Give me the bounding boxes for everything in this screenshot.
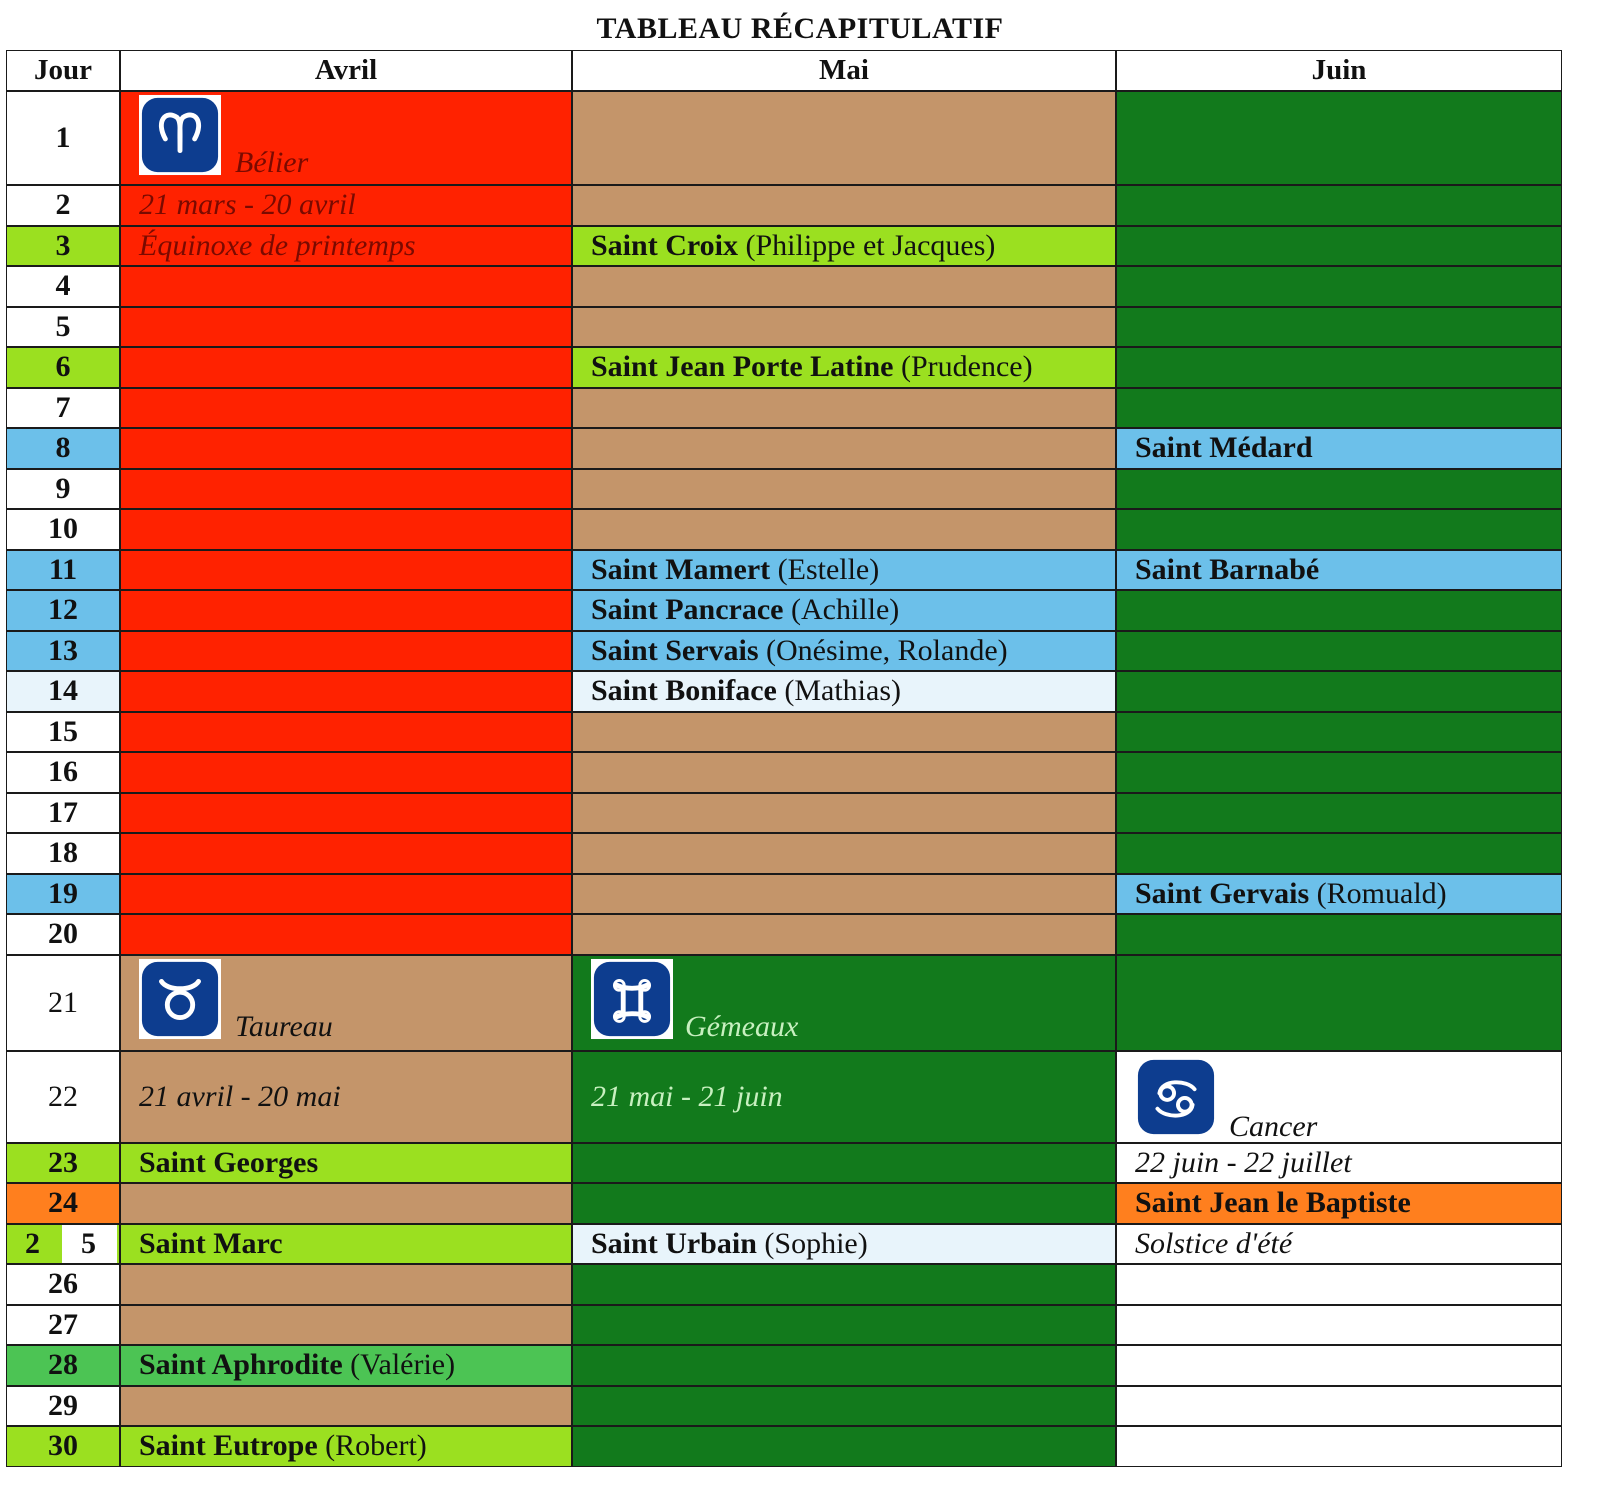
juin-day-30 xyxy=(1116,1426,1562,1467)
day-cell-16 xyxy=(6,752,120,793)
day-number: 27 xyxy=(48,1307,78,1341)
day-number: 29 xyxy=(48,1388,78,1422)
saint-name: Saint Croix xyxy=(591,228,738,262)
mai-day-22 xyxy=(572,1051,1116,1143)
day-cell-24 xyxy=(6,1183,120,1224)
day-cell-14 xyxy=(6,671,120,712)
day-cell-10 xyxy=(6,509,120,550)
day-cell-20 xyxy=(6,914,120,955)
juin-day-25 xyxy=(1116,1224,1562,1265)
gemini-icon xyxy=(589,958,675,1040)
saint-name: Saint Mamert xyxy=(591,552,771,586)
day-cell-28 xyxy=(6,1345,120,1386)
day-cell-4 xyxy=(6,266,120,307)
zodiac-dates-cancer: 22 juin - 22 juillet xyxy=(1135,1145,1352,1179)
day-number: 26 xyxy=(48,1267,78,1301)
day-number: 6 xyxy=(55,350,71,384)
day-cell-22 xyxy=(6,1051,120,1143)
day-number: 20 xyxy=(48,917,78,951)
saint-name: Saint Boniface xyxy=(591,674,777,708)
juin-day-12 xyxy=(1116,590,1562,631)
zodiac-name-belier: Bélier xyxy=(235,146,309,179)
day-number: 22 xyxy=(48,1079,78,1113)
avril-day-25 xyxy=(120,1224,572,1265)
avril-day-26 xyxy=(120,1264,572,1305)
mai-day-5 xyxy=(572,307,1116,348)
header-juin xyxy=(1116,50,1562,91)
day-number: 28 xyxy=(48,1348,78,1382)
juin-day-23 xyxy=(1116,1143,1562,1184)
avril-day-28 xyxy=(120,1345,572,1386)
header-avril-label: Avril xyxy=(314,54,378,86)
day-cell-19 xyxy=(6,874,120,915)
avril-day-6 xyxy=(120,347,572,388)
day-number: 1 xyxy=(55,121,71,154)
juin-day-14 xyxy=(1116,671,1562,712)
juin-day-10 xyxy=(1116,509,1562,550)
juin-day-21 xyxy=(1116,955,1562,1051)
juin-day-8 xyxy=(1116,428,1562,469)
saint-name: Saint Médard xyxy=(1135,431,1313,465)
juin-day-9 xyxy=(1116,469,1562,510)
saint-alt-name: (Philippe et Jacques) xyxy=(745,228,996,262)
day-cell-25 xyxy=(6,1224,120,1265)
juin-day-11 xyxy=(1116,550,1562,591)
juin-day-20 xyxy=(1116,914,1562,955)
day-number: 5 xyxy=(55,309,71,343)
zodiac-name-taureau: Taureau xyxy=(235,1009,333,1043)
header-avril xyxy=(120,50,572,91)
day-cell-26 xyxy=(6,1264,120,1305)
day-number: 2 xyxy=(55,188,71,222)
mai-day-25 xyxy=(572,1224,1116,1265)
header-mai xyxy=(572,50,1116,91)
day-number: 21 xyxy=(48,985,78,1019)
mai-day-13 xyxy=(572,631,1116,672)
day-cell-27 xyxy=(6,1305,120,1346)
avril-day-27 xyxy=(120,1305,572,1346)
mai-day-20 xyxy=(572,914,1116,955)
mai-day-7 xyxy=(572,388,1116,429)
day-cell-29 xyxy=(6,1386,120,1427)
juin-day-13 xyxy=(1116,631,1562,672)
avril-day-7 xyxy=(120,388,572,429)
avril-day-29 xyxy=(120,1386,572,1427)
taurus-icon xyxy=(137,958,223,1040)
header-juin-label: Juin xyxy=(1311,54,1367,86)
mai-day-19 xyxy=(572,874,1116,915)
day-number: 9 xyxy=(55,471,71,505)
day-number: 16 xyxy=(48,755,78,789)
zodiac-name-gemeaux: Gémeaux xyxy=(685,1009,799,1043)
saint-alt-name: (Onésime, Rolande) xyxy=(766,633,1008,667)
mai-day-14 xyxy=(572,671,1116,712)
avril-day-5 xyxy=(120,307,572,348)
day-25-digit-1: 2 xyxy=(25,1226,40,1260)
day-number: 8 xyxy=(55,431,71,465)
mai-day-1 xyxy=(572,91,1116,185)
saint-alt-name: (Robert) xyxy=(325,1429,427,1463)
juin-day-19 xyxy=(1116,874,1562,915)
mai-day-8 xyxy=(572,428,1116,469)
header-jour xyxy=(6,50,120,91)
saint-name: Saint Jean Porte Latine xyxy=(591,350,894,384)
zodiac-dates-belier: 21 mars - 20 avril xyxy=(139,188,356,222)
day-cell-23 xyxy=(6,1143,120,1184)
saint-alt-name: (Valérie) xyxy=(350,1348,456,1382)
mai-day-21 xyxy=(572,955,1116,1051)
day-cell-1 xyxy=(6,91,120,185)
avril-day-19 xyxy=(120,874,572,915)
saint-name: Saint Pancrace xyxy=(591,593,784,627)
avril-day-24 xyxy=(120,1183,572,1224)
cancer-icon xyxy=(1133,1056,1219,1138)
day-cell-15 xyxy=(6,712,120,753)
mai-day-3 xyxy=(572,226,1116,267)
saint-alt-name: (Romuald) xyxy=(1316,876,1447,910)
juin-day-2 xyxy=(1116,185,1562,226)
avril-day-8 xyxy=(120,428,572,469)
avril-day-16 xyxy=(120,752,572,793)
saint-name: Saint Servais xyxy=(591,633,759,667)
day-number: 18 xyxy=(48,836,78,870)
day-cell-5 xyxy=(6,307,120,348)
day-number: 17 xyxy=(48,795,78,829)
avril-day-4 xyxy=(120,266,572,307)
saint-name: Saint Urbain xyxy=(591,1226,757,1260)
day-cell-13 xyxy=(6,631,120,672)
day-number: 19 xyxy=(48,876,78,910)
saint-alt-name: (Prudence) xyxy=(900,350,1033,384)
juin-day-7 xyxy=(1116,388,1562,429)
juin-day-28 xyxy=(1116,1345,1562,1386)
day-number: 4 xyxy=(55,269,71,303)
mai-day-10 xyxy=(572,509,1116,550)
day-number: 24 xyxy=(48,1186,78,1220)
zodiac-dates-gemeaux: 21 mai - 21 juin xyxy=(591,1079,783,1113)
saint-name: Saint Aphrodite xyxy=(139,1348,343,1382)
day-cell-18 xyxy=(6,833,120,874)
zodiac-name-cancer: Cancer xyxy=(1229,1109,1318,1143)
juin-day-3 xyxy=(1116,226,1562,267)
mai-day-11 xyxy=(572,550,1116,591)
mai-day-26 xyxy=(572,1264,1116,1305)
juin-day-15 xyxy=(1116,712,1562,753)
saint-name: Saint Marc xyxy=(139,1226,283,1260)
saint-name: Saint Barnabé xyxy=(1135,552,1320,586)
header-mai-label: Mai xyxy=(819,54,869,86)
avril-day-13 xyxy=(120,631,572,672)
saint-name: Saint Eutrope xyxy=(139,1429,318,1463)
mai-day-15 xyxy=(572,712,1116,753)
mai-day-18 xyxy=(572,833,1116,874)
day-cell-30 xyxy=(6,1426,120,1467)
avril-day-22 xyxy=(120,1051,572,1143)
saint-alt-name: (Sophie) xyxy=(764,1226,868,1260)
mai-day-9 xyxy=(572,469,1116,510)
avril-day-15 xyxy=(120,712,572,753)
avril-day-20 xyxy=(120,914,572,955)
day-number: 30 xyxy=(48,1429,78,1463)
avril-day-9 xyxy=(120,469,572,510)
mai-day-4 xyxy=(572,266,1116,307)
juin-day-26 xyxy=(1116,1264,1562,1305)
juin-day-27 xyxy=(1116,1305,1562,1346)
mai-day-17 xyxy=(572,793,1116,834)
day-number: 15 xyxy=(48,714,78,748)
juin-day-17 xyxy=(1116,793,1562,834)
solstice-note: Solstice d'été xyxy=(1135,1226,1293,1260)
day-cell-12 xyxy=(6,590,120,631)
day-cell-11 xyxy=(6,550,120,591)
day-number: 7 xyxy=(55,390,71,424)
mai-day-23 xyxy=(572,1143,1116,1184)
mai-day-6 xyxy=(572,347,1116,388)
day-cell-8 xyxy=(6,428,120,469)
avril-day-3 xyxy=(120,226,572,267)
day-cell-7 xyxy=(6,388,120,429)
mai-day-24 xyxy=(572,1183,1116,1224)
saint-alt-name: (Estelle) xyxy=(777,552,880,586)
juin-day-22 xyxy=(1116,1051,1562,1143)
day-cell-3 xyxy=(6,226,120,267)
zodiac-dates-taureau: 21 avril - 20 mai xyxy=(139,1079,341,1113)
day-number: 11 xyxy=(48,552,78,586)
mai-day-16 xyxy=(572,752,1116,793)
header-jour-label: Jour xyxy=(34,54,92,86)
avril-day-23 xyxy=(120,1143,572,1184)
equinox-note: Équinoxe de printemps xyxy=(139,228,416,262)
aries-icon xyxy=(137,94,223,176)
avril-day-2 xyxy=(120,185,572,226)
mai-day-29 xyxy=(572,1386,1116,1427)
mai-day-28 xyxy=(572,1345,1116,1386)
juin-day-16 xyxy=(1116,752,1562,793)
day-number: 23 xyxy=(48,1145,78,1179)
avril-day-18 xyxy=(120,833,572,874)
avril-day-12 xyxy=(120,590,572,631)
avril-day-11 xyxy=(120,550,572,591)
avril-day-21 xyxy=(120,955,572,1051)
day-number: 3 xyxy=(55,228,71,262)
day-cell-9 xyxy=(6,469,120,510)
saint-alt-name: (Achille) xyxy=(790,593,900,627)
juin-day-18 xyxy=(1116,833,1562,874)
day-number: 14 xyxy=(48,674,78,708)
saint-name: Saint Georges xyxy=(139,1145,319,1179)
avril-day-17 xyxy=(120,793,572,834)
juin-day-29 xyxy=(1116,1386,1562,1427)
mai-day-27 xyxy=(572,1305,1116,1346)
avril-day-14 xyxy=(120,671,572,712)
mai-day-2 xyxy=(572,185,1116,226)
day-number: 12 xyxy=(48,593,78,627)
juin-day-24 xyxy=(1116,1183,1562,1224)
mai-day-12 xyxy=(572,590,1116,631)
day-cell-2 xyxy=(6,185,120,226)
day-cell-21 xyxy=(6,955,120,1051)
avril-day-10 xyxy=(120,509,572,550)
juin-day-1 xyxy=(1116,91,1562,185)
juin-day-5 xyxy=(1116,307,1562,348)
juin-day-4 xyxy=(1116,266,1562,307)
page-title: TABLEAU RÉCAPITULATIF xyxy=(596,12,1004,45)
day-number: 13 xyxy=(48,633,78,667)
mai-day-30 xyxy=(572,1426,1116,1467)
day-25-digit-2: 5 xyxy=(81,1226,96,1260)
saint-name: Saint Jean le Baptiste xyxy=(1135,1186,1411,1220)
day-number: 10 xyxy=(48,512,78,546)
saint-alt-name: (Mathias) xyxy=(784,674,901,708)
avril-day-1 xyxy=(120,91,572,185)
juin-day-6 xyxy=(1116,347,1562,388)
day-cell-6 xyxy=(6,347,120,388)
avril-day-30 xyxy=(120,1426,572,1467)
day-cell-17 xyxy=(6,793,120,834)
saint-name: Saint Gervais xyxy=(1135,876,1310,910)
